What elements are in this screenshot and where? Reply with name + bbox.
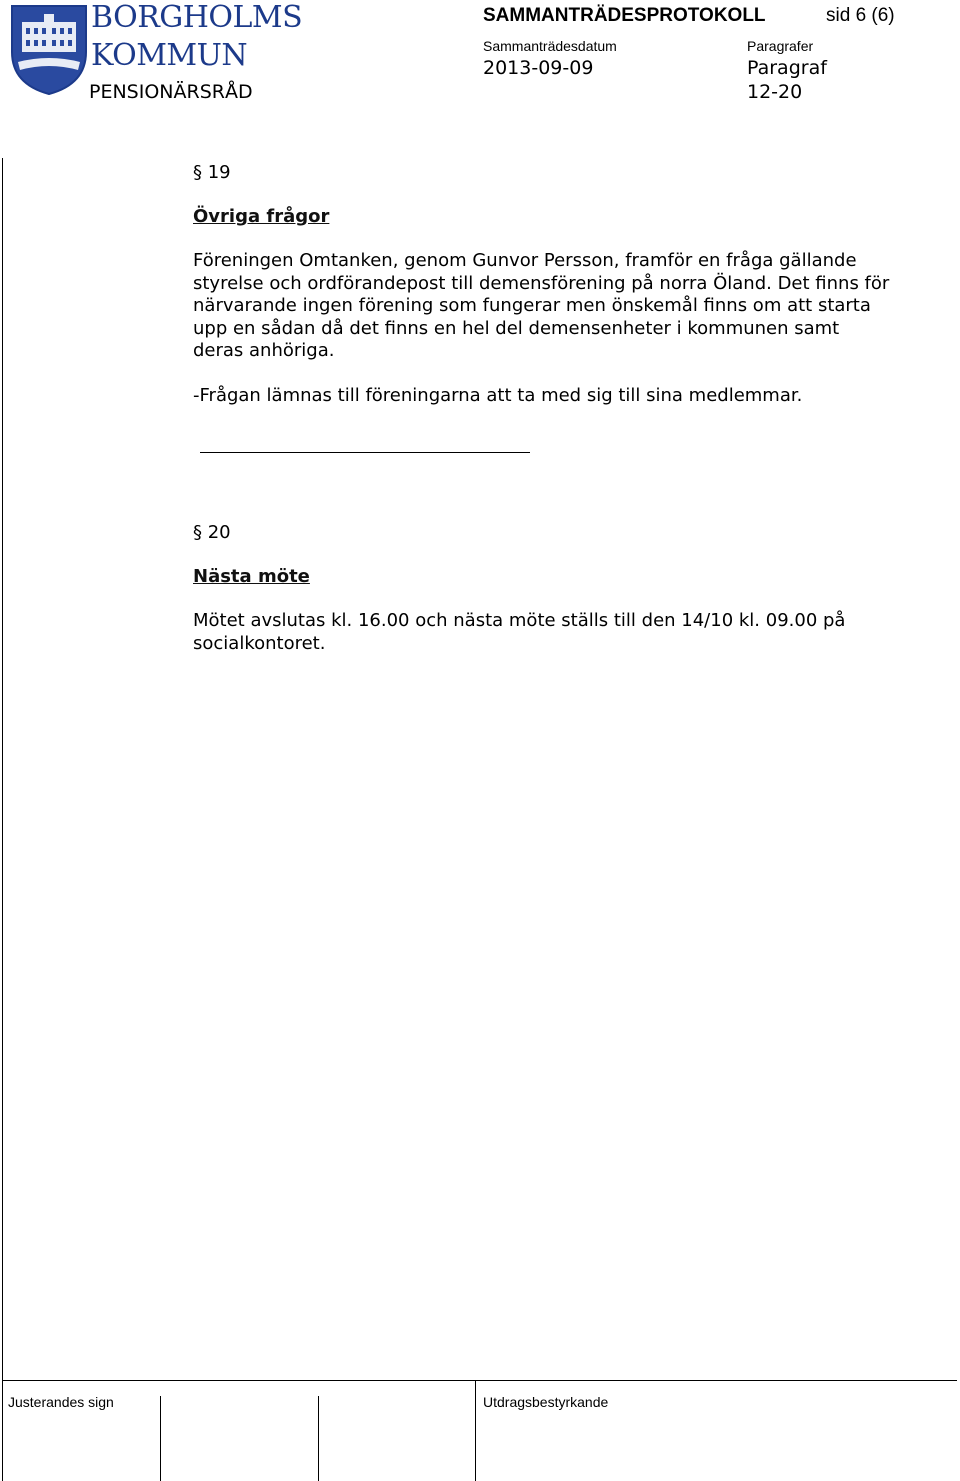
footer-divider-2 — [318, 1396, 319, 1481]
footer-justerandes-sign: Justerandes sign — [8, 1394, 114, 1410]
section-symbol: § — [193, 162, 202, 183]
section-separator — [200, 452, 530, 453]
footer-top-line — [2, 1380, 957, 1381]
section-number-value: 19 — [207, 162, 231, 183]
paragraph-range: 12-20 — [747, 81, 803, 103]
section-paragraph: Föreningen Omtanken, genom Gunvor Persson, framför en fråga gällande styrelse och ordförandepost till demensförening på norra Öland. Det finns för närvarande ingen förening som fungerar men önskemål finns om att starta upp en sådan då det finns en hel del demensenheter i kommunen samt deras anhöriga. — [193, 250, 890, 361]
document-title: SAMMANTRÄDESPROTOKOLL — [483, 5, 766, 26]
date-label: Sammanträdesdatum — [483, 38, 617, 54]
section-20 — [193, 522, 893, 655]
footer-divider-3 — [475, 1380, 476, 1481]
section-paragraph: Mötet avslutas kl. 16.00 och nästa möte ställs till den 14/10 kl. 09.00 på socialkontoret. — [193, 610, 846, 654]
section-symbol: § — [193, 522, 202, 543]
section-heading: Övriga frågor — [193, 206, 330, 227]
footer-divider-1 — [160, 1396, 161, 1481]
department-name: PENSIONÄRSRÅD — [89, 81, 253, 103]
section-number — [193, 522, 893, 544]
paragraph-value: Paragraf — [747, 57, 827, 79]
section-heading: Nästa möte — [193, 566, 310, 587]
municipality-crest-icon — [10, 4, 88, 96]
paragraph-label: Paragrafer — [747, 38, 814, 54]
logo-wordmark-line2: KOMMUN — [91, 38, 248, 73]
section-number-value: 20 — [207, 522, 231, 543]
section-19 — [193, 162, 893, 407]
section-paragraph: -Frågan lämnas till föreningarna att ta med sig till sina medlemmar. — [193, 384, 803, 406]
left-margin-line — [2, 158, 3, 1481]
section-number — [193, 162, 893, 184]
page-number: sid 6 (6) — [826, 5, 895, 26]
footer-utdragsbestyrkande: Utdragsbestyrkande — [483, 1394, 609, 1410]
date-value: 2013-09-09 — [483, 57, 594, 79]
logo-wordmark-line1: BORGHOLMS — [91, 0, 303, 35]
